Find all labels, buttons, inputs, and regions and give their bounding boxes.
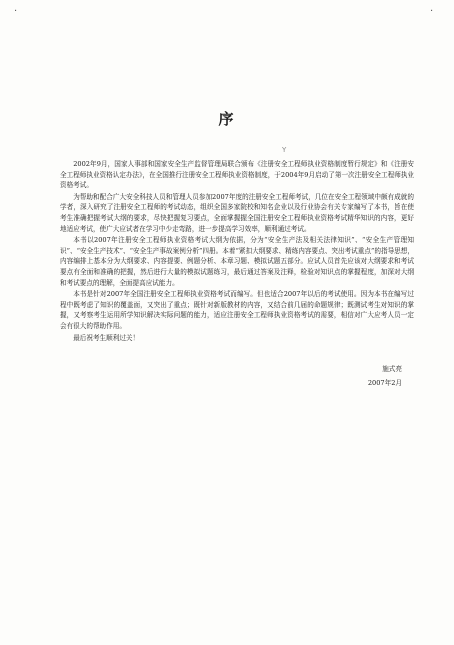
paragraph-3: 本书以2007年注册安全工程师执业资格考试大纲为依据，分为“安全生产法及相关法律知识”、“安全生产管理知识”、“安全生产技术”、“安全生产事故案例分析”四册。本着“紧扣大纲要求、精练内容要点、突出考试重点”的指导思想，内容编排上基本分为大纲要求、内容提要、例题分析、本章习题、模拟试题五部分。应试人员首先应该对大纲要求和考试要点有全面和准确的把握，然后进行大量的模拟试题练习，最后通过答案及注释，检验对知识点的掌握程度，加深对大纲和考试要点的理解，全面提高应试能力。: [60, 236, 414, 287]
author-name: 施式亮: [382, 365, 402, 373]
paragraph-1: 2002年9月，国家人事部和国家安全生产监督管理局联合颁布《注册安全工程师执业资格制度暂行规定》和《注册安全工程师执业资格认定办法》，在全国推行注册安全工程师执业资格制度，于2004年9月启动了第一次注册安全工程师执业资格考试。: [60, 160, 414, 190]
paragraph-2: 为帮助和配合广大安全科技人员和管理人员参加2007年度的注册安全工程师考试，几位在安全工程领域中颇有成就的学者，深入研究了注册安全工程师的考试动态，组织全国多家院校和知名企业以及行业协会有关专家编写了本书，旨在使考生准确把握考试大纲的要求，尽快把握复习要点，全面掌握握全国注册安全工程师执业资格考试精华知识的内容，更好地适应考试，使广大应试者在学习中少走弯路，进一步提高学习效率，顺利通过考试。: [60, 192, 414, 233]
preface-body: [60, 159, 414, 343]
page-title: 序: [218, 110, 236, 128]
signature-date: 2007年2月: [367, 378, 402, 387]
signature-block: [368, 364, 402, 391]
paragraph-4: 本书是针对2007年全国注册安全工程师执业资格考试而编写。但也适合2007年以后的考试使用。因为本书在编写过程中既考虑了知识的覆盖面，又突出了重点；既针对新版教材的内容，又结合前几届的命题规律；既测试考生对知识的掌握，又考察考生运用所学知识解决实际问题的能力，适应注册安全工程师执业资格考试的需要，相信对广大应考人员一定会有很大的帮助作用。: [60, 290, 414, 330]
scan-mark-left: ·: [14, 6, 18, 17]
paragraph-5: 最后祝考生顺利过关！: [73, 333, 140, 342]
scan-mark-right: ·: [430, 6, 434, 17]
stray-mark: Y: [282, 146, 287, 154]
